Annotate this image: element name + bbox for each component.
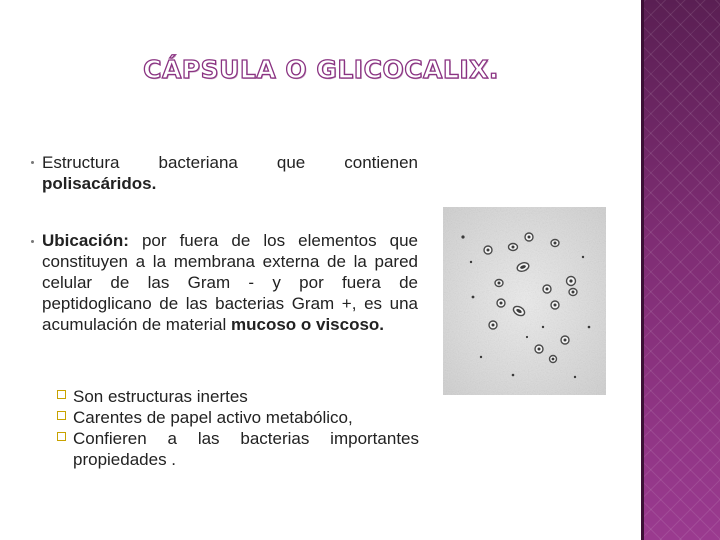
sub-bullet-list	[57, 386, 419, 470]
sub-bullet-text: Confieren a las bacterias importantes propiedades .	[73, 429, 419, 469]
sub-bullet-text: Son estructuras inertes	[73, 387, 248, 406]
bullet-location-text: por fuera de los elementos que constituyen a la membrana externa de la pared celular de las Gram - y por fuera de peptidoglicano de las bacterias Gram +, es una acumulación de material	[42, 231, 418, 334]
sub-bullet-item	[57, 407, 419, 428]
bullet-structure-text: Estructura bacteriana que contienen	[42, 153, 418, 172]
square-bullet-icon	[57, 411, 66, 420]
bullet-structure-bold: polisacáridos.	[42, 174, 157, 193]
decorative-band	[641, 0, 720, 540]
square-bullet-icon	[57, 432, 66, 441]
bullet-location-lead: Ubicación:	[42, 231, 129, 250]
sub-bullet-item	[57, 386, 419, 407]
sub-bullet-text: Carentes de papel activo metabólico,	[73, 408, 353, 427]
sub-bullet-item	[57, 428, 419, 470]
square-bullet-icon	[57, 390, 66, 399]
bullet-location-tail: mucoso o viscoso.	[230, 315, 385, 334]
micrograph-image	[443, 207, 606, 395]
bullet-dot-icon	[31, 161, 34, 164]
bullet-dot-icon	[31, 240, 34, 243]
bullet-location	[42, 230, 418, 335]
bullet-structure	[42, 152, 418, 194]
slide-title: CÁPSULA O GLICOCALIX.	[143, 55, 499, 84]
